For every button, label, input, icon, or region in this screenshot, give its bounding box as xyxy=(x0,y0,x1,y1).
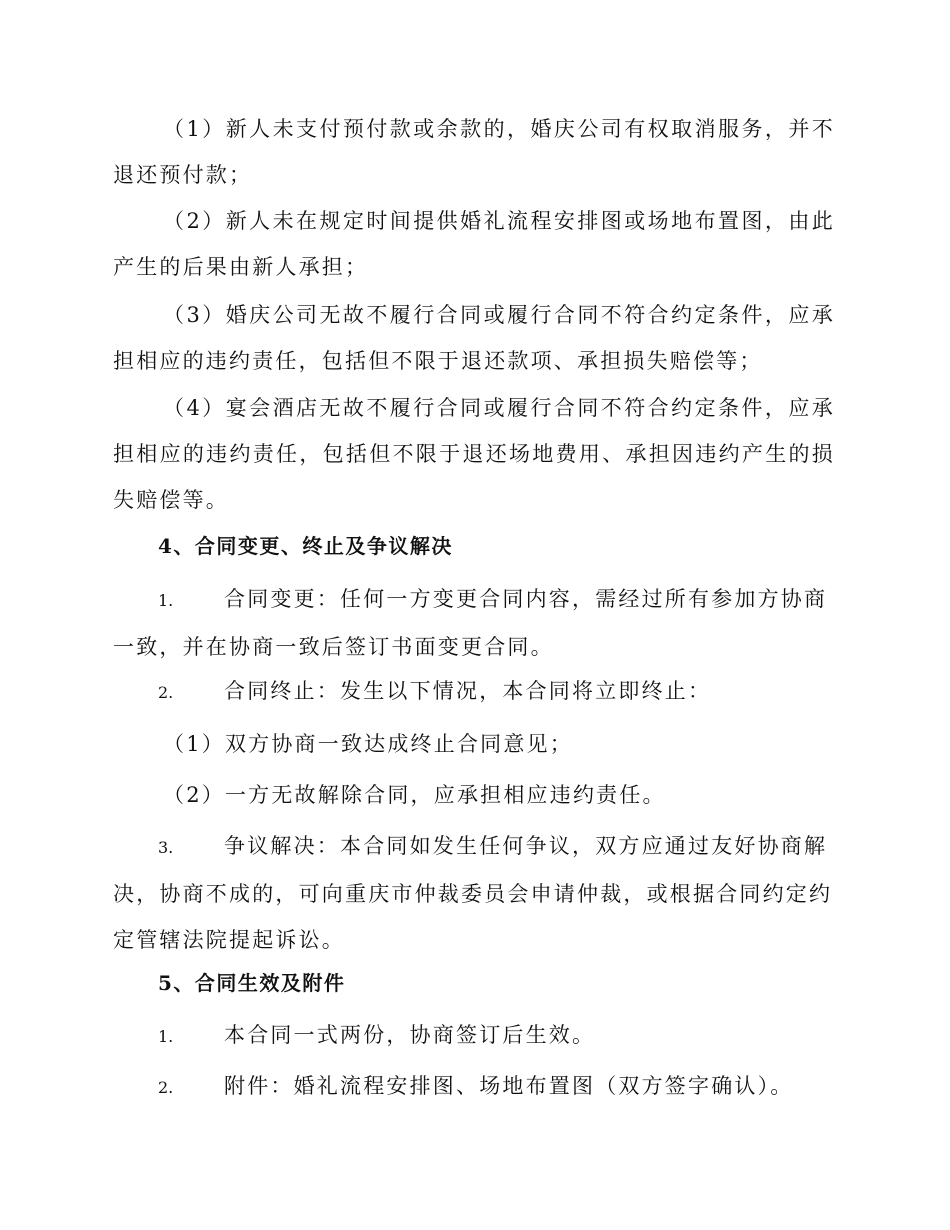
item-text: 争议解决：本合同如发生任何争议，双方应通过友好协商解决，协商不成的，可向重庆市仲裁委员会申请仲裁，或根据合同约定约定管辖法院提起诉讼。 xyxy=(113,834,833,952)
section-4-item-1 xyxy=(113,576,835,670)
item-number: 3. xyxy=(158,838,174,857)
breach-item-1: （1）新人未支付预付款或余款的，婚庆公司有权取消服务，并不退还预付款； xyxy=(113,117,835,187)
item-number: 1. xyxy=(158,1027,174,1046)
section-5-item-1 xyxy=(113,1012,835,1060)
item-number: 2. xyxy=(158,683,174,702)
section-4-heading: 4、合同变更、终止及争议解决 xyxy=(158,534,453,558)
item-text: 本合同一式两份，协商签订后生效。 xyxy=(224,1023,596,1047)
section-5-item-2 xyxy=(113,1063,835,1111)
item-number: 1. xyxy=(158,591,174,610)
item-text: 合同变更：任何一方变更合同内容，需经过所有参加方协商一致，并在协商一致后签订书面变更合同。 xyxy=(113,587,828,659)
item-text: 附件：婚礼流程安排图、场地布置图（双方签字确认）。 xyxy=(224,1074,794,1098)
section-4-subitem-2: （2）一方无故解除合同，应承担相应违约责任。 xyxy=(163,783,666,807)
breach-item-2: （2）新人未在规定时间提供婚礼流程安排图或场地布置图，由此产生的后果由新人承担； xyxy=(113,209,835,279)
breach-item-3: （3）婚庆公司无故不履行合同或履行合同不符合约定条件，应承担相应的违约责任，包括但不限于退还款项、承担损失赔偿等； xyxy=(113,303,835,373)
section-4-item-2 xyxy=(113,668,835,716)
item-text: 合同终止：发生以下情况，本合同将立即终止： xyxy=(224,679,712,703)
section-4-subitem-1: （1）双方协商一致达成终止合同意见； xyxy=(163,732,573,756)
breach-item-4: （4）宴会酒店无故不履行合同或履行合同不符合约定条件，应承担相应的违约责任，包括但不限于退还场地费用、承担因违约产生的损失赔偿等。 xyxy=(113,396,835,512)
section-4-item-3 xyxy=(113,823,835,963)
item-number: 2. xyxy=(158,1078,174,1097)
section-5-heading: 5、合同生效及附件 xyxy=(158,971,346,995)
